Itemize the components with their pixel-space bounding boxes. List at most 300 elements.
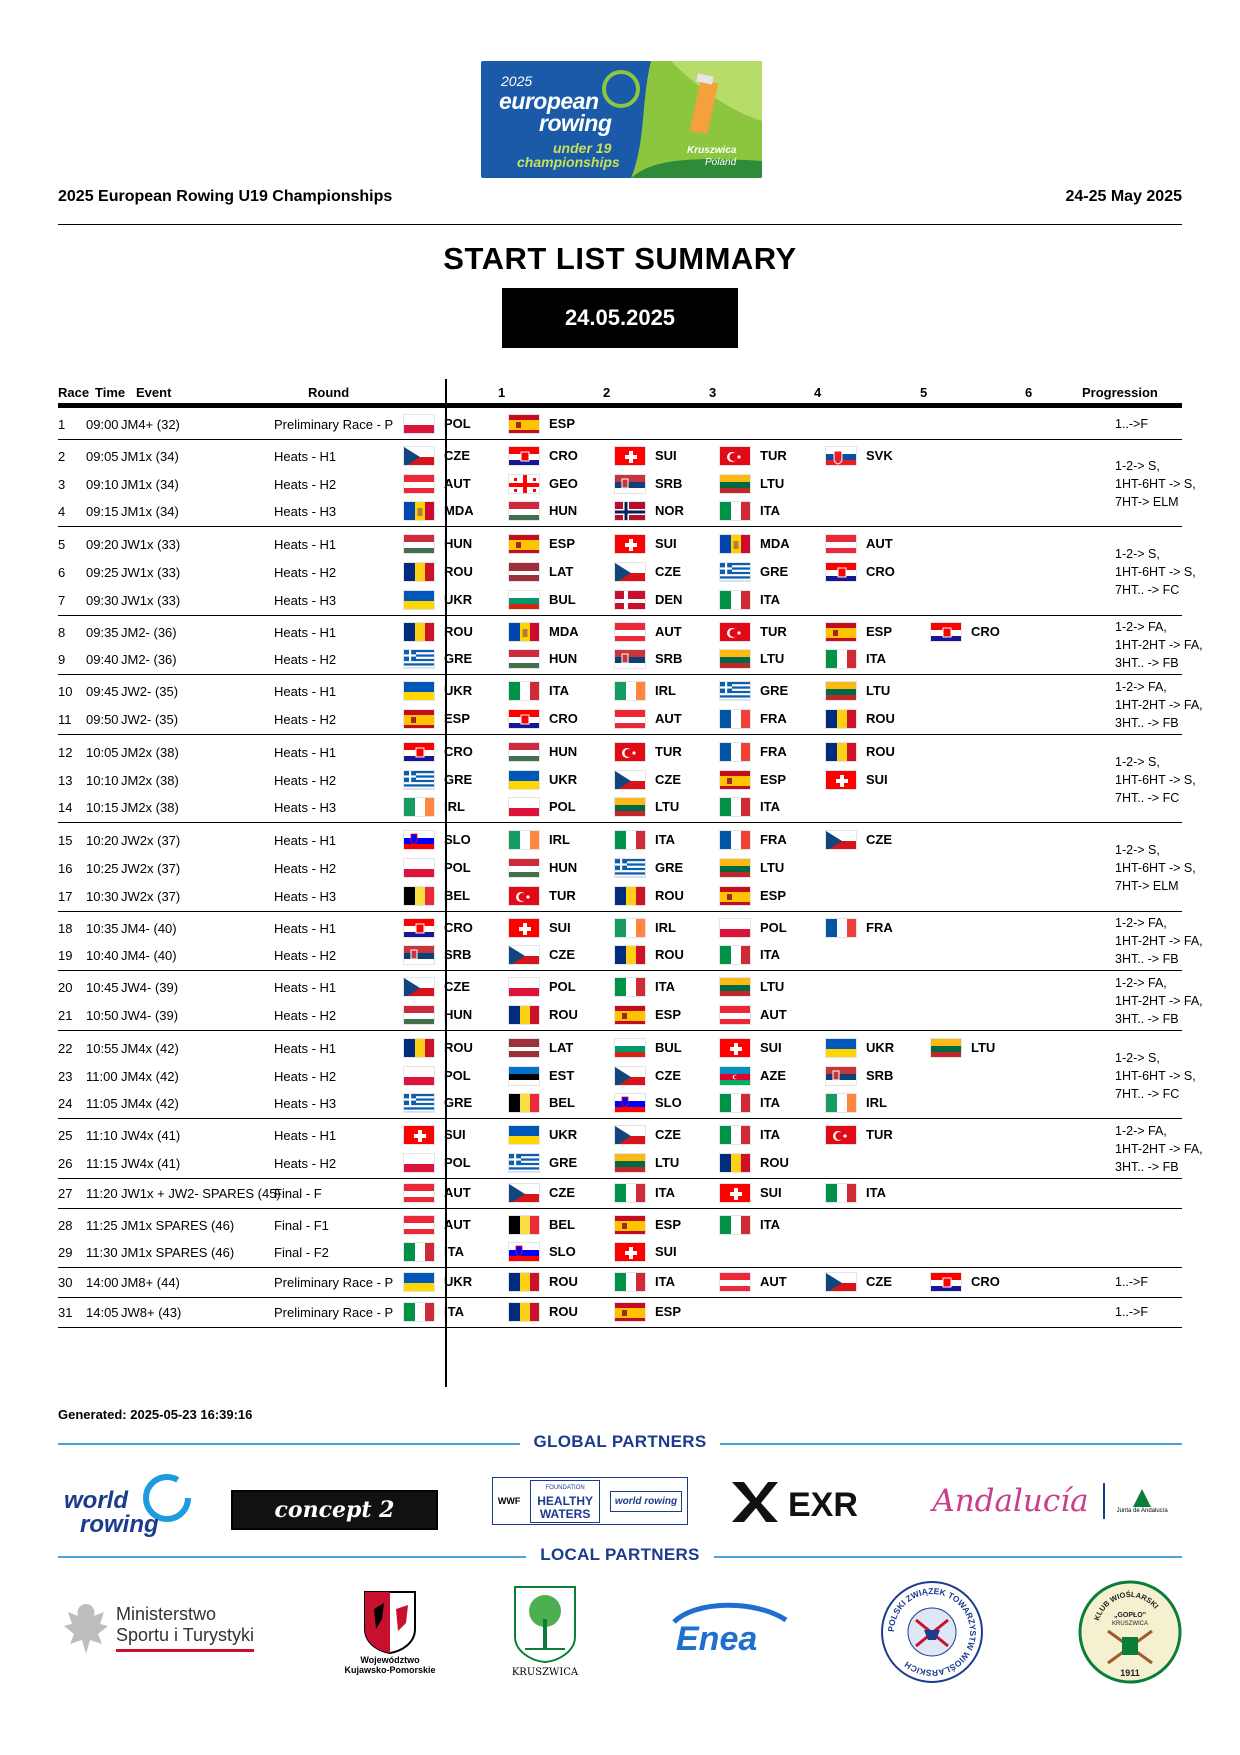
progression-text: 1-2-> FA, 1HT-2HT -> FA, 3HT.. -> FB [1115,976,1203,1026]
flag-esp-icon [614,1215,646,1235]
lane-5-code: LTU [866,683,891,699]
header-time: Time [95,385,126,400]
kruszwica-logo [506,1580,584,1682]
flag-sui-icon [508,918,540,938]
lane-1-code: HUN [444,536,473,552]
cell-race: 11 [58,712,72,727]
cell-event: JW8+ (43) [121,1305,182,1320]
cell-race: 7 [58,592,66,608]
logo-line3: under 19 [553,140,612,156]
lane-1-code: MDA [444,503,474,519]
cell-round: Heats - H2 [274,1068,337,1084]
flag-cze-icon [403,446,435,466]
flag-nor-icon [614,501,646,521]
lane-4-code: ITA [760,503,780,519]
flag-esp-icon [508,414,540,434]
club-top-text: KLUB WIOŚLARSKI [1092,1589,1161,1622]
cell-race: 16 [58,861,73,876]
lane-3-code: ESP [655,1007,682,1022]
flag-ltu-icon [930,1038,962,1058]
lane-5-code: AUT [866,536,893,552]
flag-rou-icon [403,1038,435,1058]
cell-event: JW4- (39) [121,1008,179,1023]
lane-3-code: CZE [655,564,681,579]
cell-race: 25 [58,1128,73,1144]
cell-time: 11:05 [86,1096,118,1112]
lane-3-code: ROU [655,947,684,963]
cell-time: 09:40 [86,652,119,668]
flag-cze-icon [825,830,857,850]
cell-round: Heats - H1 [274,833,337,849]
flag-fra-icon [719,742,751,762]
logo-line2: rowing [539,110,612,136]
kujawsko-pomorskie-logo [340,1582,440,1682]
pztw-emblem-icon [880,1580,984,1684]
lane-4-code: ROU [760,1155,789,1170]
header-lane-6: 6 [1025,385,1033,400]
flag-ita-icon [614,1183,646,1203]
cell-event: JW2- (35) [121,712,179,727]
flag-aut-icon [719,1272,751,1292]
cell-round: Heats - H2 [274,948,337,964]
flag-sui-icon [719,1183,751,1203]
cell-time: 11:15 [86,1156,118,1171]
cell-time: 09:25 [86,565,119,580]
lane-6-code: LTU [971,1039,996,1055]
flag-ukr-icon [508,1125,540,1145]
cell-event: JM4+ (32) [121,417,180,432]
lane-4-code: ITA [760,1127,780,1143]
lane-3-code: ITA [655,1184,675,1200]
cell-race: 28 [58,1217,73,1233]
lane-1-code: UKR [444,683,473,699]
flag-ltu-icon [719,649,751,669]
flag-gre-icon [719,681,751,701]
cell-round: Heats - H1 [274,1040,337,1056]
flag-gre-icon [719,562,751,582]
flag-gre-icon [403,1093,435,1113]
exr-text: EXR [788,1486,858,1524]
lane-2-code: EST [549,1067,575,1083]
flag-ita-icon [614,830,646,850]
flag-ita-icon [508,681,540,701]
lane-3-code: LTU [655,799,680,815]
lane-3-code: ITA [655,979,675,995]
lane-2-code: HUN [549,860,578,875]
lane-1-code: UKR [444,591,473,607]
lane-3-code: ITA [655,832,675,848]
lane-2-code: SUI [549,919,571,935]
flag-aut-icon [614,622,646,642]
cell-event: JW2x (37) [121,888,181,904]
lane-4-code: LTU [760,651,785,667]
flag-ita-icon [719,1215,751,1235]
flag-bel-icon [508,1215,540,1235]
lane-4-code: FRA [760,832,787,848]
progression-text: 1-2-> S, 1HT-6HT -> S, 7HT-> ELM [1115,458,1196,509]
cell-round: Heats - H2 [274,565,337,580]
group-separator [58,1208,1182,1209]
lane-4-code: GRE [760,683,789,699]
lane-4-code: FRA [760,743,787,759]
lane-4-code: POL [760,919,787,935]
lane-6-code: CRO [971,623,1000,639]
cell-event: JM1x (34) [121,476,179,492]
lane-5-code: FRA [866,919,893,935]
cell-race: 3 [58,476,66,492]
cell-race: 8 [58,624,66,640]
lane-2-code: GRE [549,1155,578,1170]
flag-pol-icon [403,414,435,434]
flag-srb-icon [403,945,435,965]
flag-cze-icon [614,770,646,790]
lane-5-code: IRL [866,1095,887,1111]
world-rowing-mark [60,1470,195,1542]
cell-race: 2 [58,448,66,464]
flag-lat-icon [508,562,540,582]
cell-event: JM2x (38) [121,772,179,788]
lane-2-code: ESP [549,416,576,431]
cell-round: Heats - H2 [274,1008,337,1023]
header-event: Event [136,385,172,400]
flag-svk-icon [825,446,857,466]
cell-round: Heats - H3 [274,592,337,608]
healthy-1: HEALTHY [537,1493,594,1508]
junta-mark [1117,1488,1168,1514]
exr-logo [730,1478,870,1524]
concept2-text: concept 2 [274,1497,395,1523]
junta-text: Junta de Andalucía [1116,1508,1168,1514]
lane-1-code: ROU [444,564,473,579]
flag-ita-icon [825,649,857,669]
cell-race: 6 [58,565,66,580]
flag-lat-icon [508,1038,540,1058]
cell-time: 14:00 [86,1275,119,1291]
healthy-waters-badge [530,1480,600,1523]
lane-2-code: POL [549,979,576,995]
lane-6-code: CRO [971,1274,1000,1290]
cell-race: 15 [58,833,73,849]
flag-ita-icon [825,1183,857,1203]
flag-irl-icon [825,1093,857,1113]
lane-4-code: SUI [760,1184,782,1200]
lane-1-code: AUT [444,1216,471,1232]
flag-sui-icon [614,534,646,554]
cell-round: Heats - H2 [274,476,337,492]
flag-ita-icon [719,1093,751,1113]
flag-srb-icon [614,474,646,494]
cell-time: 09:30 [86,592,119,608]
cell-event: JM4x (42) [121,1068,179,1084]
lane-4-code: AUT [760,1007,787,1022]
cell-time: 10:25 [86,861,119,876]
healthy-2: WATERS [539,1506,591,1521]
cell-round: Heats - H2 [274,861,337,876]
flag-aze-icon [719,1066,751,1086]
lane-2-code: MDA [549,623,579,639]
flag-ita-icon [614,977,646,997]
flag-sui-icon [614,1242,646,1262]
cell-round: Heats - H1 [274,624,337,640]
lane-1-code: IRL [444,799,465,815]
cell-race: 31 [58,1305,73,1320]
exr-mark [730,1478,870,1524]
flag-bul-icon [614,1038,646,1058]
flag-cro-icon [508,446,540,466]
flag-rou-icon [508,1272,540,1292]
header-race: Race [58,385,90,400]
eagle-emblem-icon [60,1598,112,1658]
group-separator [58,822,1182,823]
lane-1-code: AUT [444,1184,471,1200]
cell-round: Heats - H1 [274,980,337,996]
cell-event: JW2x (37) [121,833,181,849]
cell-round: Final - F [274,1185,322,1201]
club-city-text: KRUSZWICA [1112,1621,1148,1627]
cell-time: 10:40 [86,948,119,964]
flag-esp-icon [614,1302,646,1322]
cell-time: 09:35 [86,624,119,640]
flag-hun-icon [508,742,540,762]
cell-time: 09:20 [86,537,119,553]
cell-round: Heats - H2 [274,712,337,727]
region-line2: Kujawsko-Pomorskie [344,1665,436,1675]
lane-3-code: AUT [655,623,682,639]
cell-time: 09:15 [86,504,119,520]
flag-ita-icon [719,590,751,610]
header-lane-5: 5 [920,385,928,400]
flag-rou-icon [403,622,435,642]
lane-2-code: LAT [549,1039,574,1055]
lane-5-code: CZE [866,832,892,848]
cell-event: JM4x (42) [121,1040,179,1056]
lane-3-code: IRL [655,919,676,935]
progression-text: 1-2-> FA, 1HT-2HT -> FA, 3HT.. -> FB [1115,916,1203,967]
progression-text: 1-2-> FA, 1HT-2HT -> FA, 3HT.. -> FB [1115,1124,1203,1174]
flag-tur-icon [614,742,646,762]
lane-1-code: POL [444,860,471,875]
cell-race: 21 [58,1008,73,1023]
flag-ltu-icon [614,1153,646,1173]
cell-time: 10:10 [86,772,119,788]
flag-tur-icon [825,1125,857,1145]
cell-race: 26 [58,1156,73,1171]
logo-line4: championships [517,154,620,170]
cell-event: JW2- (35) [121,684,179,700]
cell-time: 11:20 [86,1185,118,1201]
cell-time: 11:25 [86,1217,118,1233]
progression-text: 1-2-> S, 1HT-6HT -> S, 7HT.. -> FC [1115,754,1196,805]
flag-irl-icon [508,830,540,850]
lane-1-code: POL [444,1155,471,1170]
cell-event: JM1x (34) [121,448,179,464]
flag-ita-icon [719,1125,751,1145]
cell-event: JW1x + JW2- SPARES (45) [121,1185,281,1201]
world-rowing-logo [60,1470,195,1542]
lane-2-code: ROU [549,1274,578,1290]
flag-bel-icon [508,1093,540,1113]
lane-2-code: HUN [549,651,578,667]
flag-gre-icon [403,770,435,790]
enea-text: Enea [676,1620,758,1656]
cell-time: 10:55 [86,1040,119,1056]
cell-time: 10:05 [86,744,119,760]
cell-round: Heats - H1 [274,537,337,553]
lane-1-code: ITA [444,1244,464,1260]
cell-time: 09:00 [86,417,119,432]
flag-geo-icon [508,474,540,494]
cell-race: 13 [58,772,73,788]
flag-fra-icon [719,830,751,850]
cell-time: 11:30 [86,1245,118,1261]
cell-race: 12 [58,744,73,760]
flag-tur-icon [508,886,540,906]
flag-ltu-icon [719,474,751,494]
flag-mda-icon [508,622,540,642]
cell-time: 11:10 [86,1128,118,1144]
flag-ita-icon [719,945,751,965]
lane-4-code: FRA [760,711,787,726]
group-separator [58,1297,1182,1298]
flag-irl-icon [614,681,646,701]
lane-2-code: LAT [549,564,574,579]
header-rule [58,403,1182,408]
club-year-text: 1911 [1120,1668,1140,1678]
cell-race: 14 [58,800,73,816]
cell-race: 1 [58,417,66,432]
flag-cro-icon [403,742,435,762]
region-line1: Województwo [360,1655,420,1665]
cell-event: JM2x (38) [121,744,179,760]
lane-2-code: BEL [549,1095,575,1111]
flag-ltu-icon [614,797,646,817]
logo-year: 2025 [501,73,533,89]
group-separator [58,1178,1182,1179]
enea-logo [666,1600,794,1656]
flag-den-icon [614,590,646,610]
flag-cro-icon [825,562,857,582]
lane-2-code: HUN [549,743,578,759]
local-partners-header [58,1545,1182,1569]
club-name-text: „GOPŁO" [1113,1612,1147,1619]
flag-ita-icon [719,797,751,817]
flag-esp-icon [614,1005,646,1025]
lane-3-code: SUI [655,447,677,463]
logo-line1: european [499,88,599,114]
lane-3-code: IRL [655,683,676,699]
lane-5-code: ROU [866,711,895,726]
region-shield-icon [362,1589,418,1655]
flag-hun-icon [508,649,540,669]
flag-cro-icon [508,709,540,729]
lane-3-code: BUL [655,1039,682,1055]
cell-race: 30 [58,1275,73,1291]
lane-1-code: POL [444,1067,471,1083]
logo-country: Poland [705,157,737,168]
cell-race: 22 [58,1040,73,1056]
flag-cro-icon [403,918,435,938]
cell-race: 24 [58,1096,73,1112]
flag-rou-icon [614,886,646,906]
lane-3-code: ESP [655,1304,682,1319]
flag-fra-icon [719,709,751,729]
pztw-text: POLSKI ZWIĄZEK TOWARZYSTW WIOŚLARSKICH [885,1585,979,1679]
lane-1-code: BEL [444,887,470,903]
cell-time: 10:50 [86,1008,119,1023]
lane-3-code: SUI [655,536,677,552]
lane-3-code: NOR [655,503,684,519]
flag-ukr-icon [825,1038,857,1058]
cell-race: 17 [58,888,73,904]
flag-cro-icon [930,622,962,642]
healthy-waters-logo [492,1477,688,1525]
header-lane-3: 3 [709,385,717,400]
flag-mda-icon [403,501,435,521]
lane-3-code: AUT [655,711,682,726]
lane-2-code: ESP [549,536,576,552]
andalucia-logo [920,1476,1180,1526]
ministry-text [116,1604,254,1652]
lane-1-code: ROU [444,623,473,639]
cell-event: JM4x (42) [121,1096,179,1112]
cell-event: JM4- (40) [121,920,177,936]
lane-5-code: SUI [866,771,888,787]
flag-gre-icon [403,649,435,669]
cell-event: JM2x (38) [121,800,179,816]
cell-time: 09:10 [86,476,119,492]
progression-text: 1-2-> FA, 1HT-2HT -> FA, 3HT.. -> FB [1115,680,1203,730]
flag-pol-icon [403,858,435,878]
lane-3-code: TUR [655,743,682,759]
flag-pol-icon [508,977,540,997]
andalucia-text: Andalucía [932,1483,1089,1519]
lane-1-code: ITA [444,1304,464,1319]
cell-event: JM4- (40) [121,948,177,964]
cell-event: JW2x (37) [121,861,181,876]
flag-fra-icon [825,918,857,938]
lane-3-code: CZE [655,1067,681,1083]
cell-event: JW4x (41) [121,1156,181,1171]
cell-time: 14:05 [86,1305,119,1320]
flag-ita-icon [403,1242,435,1262]
flag-ukr-icon [403,681,435,701]
cell-round: Heats - H3 [274,800,337,816]
cell-round: Heats - H3 [274,504,337,520]
lane-5-code: CRO [866,564,895,579]
flag-cze-icon [403,977,435,997]
pztw-logo [880,1580,984,1684]
flag-bul-icon [508,590,540,610]
lane-4-code: ITA [760,947,780,963]
logo-city: Kruszwica [687,145,737,156]
lane-1-code: CRO [444,919,473,935]
flag-ita-icon [614,1272,646,1292]
flag-irl-icon [614,918,646,938]
group-separator [58,526,1182,527]
lane-2-code: UKR [549,771,578,787]
lane-1-code: CRO [444,743,473,759]
cell-race: 4 [58,504,66,520]
wwf-panda-icon: WWF [497,1496,521,1506]
lane-2-code: CRO [549,447,578,463]
lane-2-code: HUN [549,503,578,519]
flag-srb-icon [825,1066,857,1086]
flag-bel-icon [403,886,435,906]
flag-pol-icon [508,797,540,817]
andalucia-divider [1103,1483,1105,1519]
gopto-club-logo [1078,1579,1182,1685]
cell-time: 09:05 [86,448,119,464]
